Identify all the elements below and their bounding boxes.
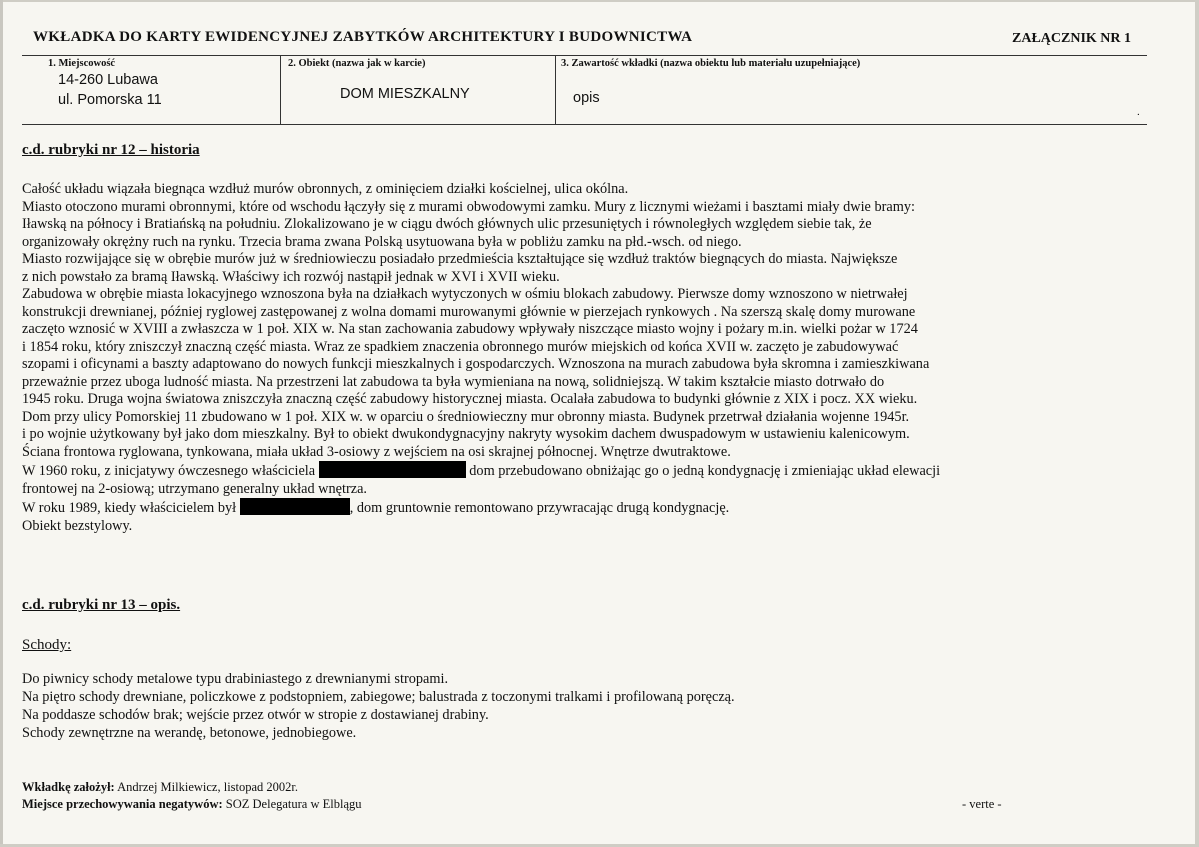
stray-mark: . xyxy=(1137,106,1140,118)
history-line-1960 xyxy=(22,461,1182,481)
history-line: Miasto rozwijające się w obrębie murów już w średniowieczu posiadało przedmieścia kształtujące się wzdłuż traktów biegnących do miasta. Największe xyxy=(22,251,898,267)
history-line: szopami i oficynami a baszty adaptowano do nowych funkcji mieszkalnych i gospodarczych. Wznoszona na murach zabudowa była skromna i zamieszkiwana xyxy=(22,356,930,372)
author-value: Andrzej Milkiewicz, listopad 2002r. xyxy=(117,780,299,794)
paper-edge-left xyxy=(0,0,3,847)
history-line-1989 xyxy=(22,498,1182,518)
paper-edge-right xyxy=(1195,0,1199,847)
table-bottom-rule xyxy=(22,124,1147,125)
history-line: frontowej na 2-osiową; utrzymano generalny układ wnętrza. xyxy=(22,480,367,497)
annex-number: ZAŁĄCZNIK NR 1 xyxy=(1012,31,1132,46)
history-line: i po wojnie użytkowany był jako dom mieszkalny. Był to obiekt dwukondygnacyjny nakryty wysokim dachem dwuspadowym w ustawieniu kalenicowym. xyxy=(22,426,910,442)
history-line: Ściana frontowa ryglowana, tynkowana, miała układ 3-osiowy z wejściem na osi skrajnej północnej. Wnętrze dwutraktowe. xyxy=(22,443,731,460)
form-title: WKŁADKA DO KARTY EWIDENCYJNEJ ZABYTKÓW ARCHITEKTURY I BUDOWNICTWA xyxy=(33,29,693,45)
redaction-bar-owner-1989 xyxy=(240,498,350,515)
stairs-line: Na poddasze schodów brak; wejście przez otwór w stropie z dostawianej drabiny. xyxy=(22,707,489,723)
footer-storage xyxy=(22,797,362,812)
field-label-contents: 3. Zawartość wkładki (nazwa obiektu lub materiału uzupełniające) xyxy=(561,58,861,69)
storage-value: SOZ Delegatura w Elblągu xyxy=(225,797,362,811)
stairs-line: Schody zewnętrzne na werandę, betonowe, jednobiegowe. xyxy=(22,725,357,741)
history-line: z nich powstało za bramą Iławską. Właściwy ich rozwój nastąpił jednak w XVI i XVII wieku. xyxy=(22,268,560,285)
history-line: Zabudowa w obrębie miasta lokacyjnego wznoszona była na działkach wytyczonych w ośmiu blokach zabudowy. Pierwsze domy wznoszono w nietrwałej xyxy=(22,286,908,302)
paper-edge-top xyxy=(0,0,1199,2)
verte-note: - verte - xyxy=(962,797,1002,811)
stairs-line: Na piętro schody drewniane, policzkowe z podstopniem, zabiegowe; balustrada z toczonymi tralkami i profilowaną poręczą. xyxy=(22,689,735,705)
history-line: 1945 roku. Druga wojna światowa zniszczyła znaczną część zabudowy historycznej miasta. Ocalała zabudowa to budynki głównie z XIX i pocz. XX wieku. xyxy=(22,391,918,407)
table-divider-2 xyxy=(555,55,556,124)
author-label: Wkładkę założył: xyxy=(22,780,115,794)
section-12-text xyxy=(22,181,1182,535)
history-1960-before: W 1960 roku, z inicjatywy ówczesnego właściciela xyxy=(22,463,316,479)
history-line: Miasto otoczono murami obronnymi, które od wschodu łączyły się z murami obwodowymi zamku. Mury z licznymi wieżami i basztami miały dwie bramy: xyxy=(22,198,915,215)
field-label-object: 2. Obiekt (nazwa jak w karcie) xyxy=(288,58,426,69)
history-1960-after: dom przebudowano obniżając go o jedną kondygnację i zmieniając układ elewacji xyxy=(469,463,941,479)
section-12-heading: c.d. rubryki nr 12 – historia xyxy=(22,142,200,158)
stairs-text xyxy=(22,670,735,742)
history-1989-before: W roku 1989, kiedy właścicielem był xyxy=(22,500,237,516)
history-line: konstrukcji drewnianej, później ryglowej zastępowanej z wolna domami murowanymi głównie w pierzejach rynkowych . Na szerszą skalę domy murowane xyxy=(22,303,916,320)
storage-label: Miejsce przechowywania negatywów: xyxy=(22,797,223,811)
history-line: Iławską na północy i Bratiańską na południu. Zlokalizowano je w ciągu dwóch głównych ulic przesuniętych i równoległych względem siebie tak, że xyxy=(22,216,872,232)
stairs-subheading: Schody: xyxy=(22,637,72,653)
history-1989-after: , dom gruntownie remontowano przywracając drugą kondygnację. xyxy=(349,500,730,516)
field-value-street: ul. Pomorska 11 xyxy=(58,92,162,108)
field-value-object: DOM MIESZKALNY xyxy=(340,86,470,102)
field-value-contents: opis xyxy=(573,90,600,106)
section-13-heading: c.d. rubryki nr 13 – opis. xyxy=(22,597,181,613)
table-divider-1 xyxy=(280,55,281,124)
history-line: przeważnie przez uboga ludność miasta. Na przestrzeni lat zabudowa ta była wymieniana na nową, solidniejszą. W takim kształcie miasto dotrwało do xyxy=(22,373,885,390)
history-line: zaczęto wznosić w XVIII a zwłaszcza w 1 poł. XIX w. Na stan zachowania zabudowy wpływały niszczące miasto wojny i pożary m.in. wielki pożar w 1724 xyxy=(22,321,918,337)
history-line: Dom przy ulicy Pomorskiej 11 zbudowano w 1 poł. XIX w. w oparciu o średniowieczny mur obronny miasta. Budynek przetrwał działania wojenne 1945r. xyxy=(22,408,910,425)
history-line: i 1854 roku, który zniszczył znaczną część miasta. Wraz ze spadkiem znaczenia obronnego murów miejskich od końca XVII w. zaczęto je zabudowywać xyxy=(22,338,899,355)
history-line: Całość układu wiązała biegnąca wzdłuż murów obronnych, z ominięciem działki kościelnej, ulica okólna. xyxy=(22,181,629,197)
field-label-locality: 1. Miejscowość xyxy=(48,58,116,69)
redaction-bar-owner-1960 xyxy=(319,461,466,478)
stairs-line: Do piwnicy schody metalowe typu drabiniastego z drewnianymi stropami. xyxy=(22,671,449,687)
history-line: Obiekt bezstylowy. xyxy=(22,517,133,534)
history-line: organizowały okrężny ruch na rynku. Trzecia brama zwana Polską usytuowana była w pobliżu zamku na płd.-wsch. od niego. xyxy=(22,233,742,250)
table-top-rule xyxy=(22,55,1147,56)
field-value-postal: 14-260 Lubawa xyxy=(58,72,158,88)
footer-author xyxy=(22,780,298,795)
